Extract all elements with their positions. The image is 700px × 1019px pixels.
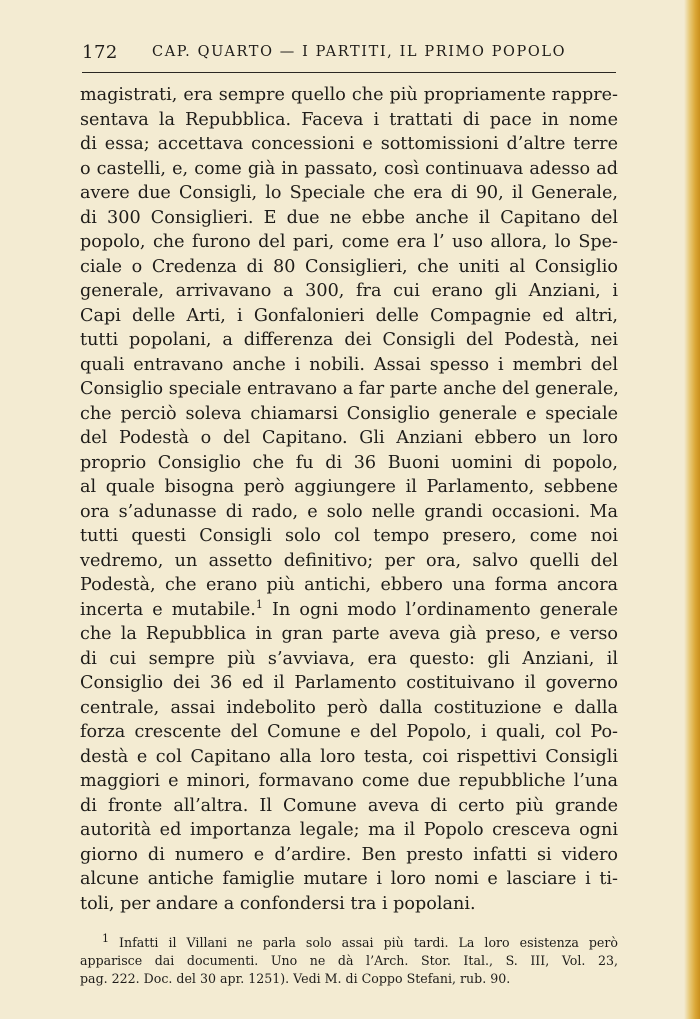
- text-line: del Podestà o del Capitano. Gli Anziani ebbero un loro: [80, 428, 618, 448]
- text-line: magistrati, era sempre quello che più propriamente rappre-: [80, 85, 618, 105]
- footnote: [80, 931, 618, 988]
- text-line: avere due Consigli, lo Speciale che era di 90, il Generale,: [80, 183, 618, 203]
- header-rule: [82, 72, 616, 73]
- text-line: di cui sempre più s’avviava, era questo: gli Anziani, il: [80, 648, 618, 669]
- text-line: ciale o Credenza di 80 Consiglieri, che uniti al Consiglio: [80, 256, 618, 277]
- text-line: generale, arrivavano a 300, fra cui erano gli Anziani, i: [80, 281, 618, 301]
- text-line: vedremo, un assetto definitivo; per ora, salvo quelli del: [80, 550, 618, 571]
- text-fragment: incerta e mutabile.: [80, 599, 256, 620]
- footnote-line: apparisce dai documenti. Uno ne dà l’Arch. Stor. Ital., S. III, Vol. 23,: [80, 953, 618, 968]
- footnote-line: [80, 931, 618, 952]
- text-line: centrale, assai indebolito però dalla costituzione e dalla: [80, 697, 618, 718]
- footnote-line: pag. 222. Doc. del 30 apr. 1251). Vedi M. di Coppo Stefani, rub. 90.: [80, 971, 511, 986]
- page-edge: [684, 0, 700, 1019]
- text-line: Capi delle Arti, i Gonfalonieri delle Compagnie ed altri,: [80, 305, 618, 326]
- text-line: che la Repubblica in gran parte aveva già preso, e verso: [80, 624, 618, 644]
- text-line: proprio Consiglio che fu di 36 Buoni uomini di popolo,: [80, 452, 618, 473]
- text-line: sentava la Repubblica. Faceva i trattati di pace in nome: [80, 109, 618, 130]
- text-line: tutti questi Consigli solo col tempo presero, come noi: [80, 526, 618, 546]
- text-line: quali entravano anche i nobili. Assai spesso i membri del: [80, 354, 618, 375]
- text-line: Consiglio dei 36 ed il Parlamento costituivano il governo: [80, 673, 618, 693]
- text-line-with-footnote: [80, 598, 618, 623]
- text-line: maggiori e minori, formavano come due repubbliche l’una: [80, 771, 618, 791]
- text-line: di fronte all’altra. Il Comune aveva di certo più grande: [80, 795, 618, 816]
- text-line: forza crescente del Comune e del Popolo, i quali, col Po-: [80, 722, 618, 742]
- text-line: di 300 Consiglieri. E due ne ebbe anche il Capitano del: [80, 207, 618, 228]
- text-line: Consiglio speciale entravano a far parte anche del generale,: [80, 379, 619, 399]
- text-line: giorno di numero e d’ardire. Ben presto infatti si videro: [80, 844, 618, 865]
- footnote-marker: 1: [102, 931, 109, 945]
- text-fragment: In ogni modo l’ordinamento generale: [272, 599, 619, 620]
- text-line: di essa; accettava concessioni e sottomissioni d’altre terre: [80, 134, 618, 154]
- page-header: [82, 42, 616, 68]
- text-line: tutti popolani, a differenza dei Consigli del Podestà, nei: [80, 330, 618, 350]
- text-line: Podestà, che erano più antichi, ebbero una forma ancora: [80, 575, 618, 595]
- text-line: che perciò soleva chiamarsi Consiglio generale e speciale: [80, 403, 618, 424]
- text-line: destà e col Capitano alla loro testa, coi rispettivi Consigli: [80, 746, 618, 767]
- footnote-text: Infatti il Villani ne parla solo assai più tardi. La loro esistenza però: [119, 935, 618, 950]
- page-number: 172: [82, 42, 118, 63]
- text-line: popolo, che furono del pari, come era l’ uso allora, lo Spe-: [80, 232, 618, 252]
- text-line: toli, per andare a confondersi tra i popolani.: [80, 893, 476, 914]
- text-line: autorità ed importanza legale; ma il Popolo cresceva ogni: [80, 820, 618, 840]
- text-line: alcune antiche famiglie mutare i loro nomi e lasciare i ti-: [80, 869, 618, 889]
- text-line: al quale bisogna però aggiungere il Parlamento, sebbene: [80, 477, 618, 497]
- running-head: CAP. QUARTO — I PARTITI, IL PRIMO POPOLO: [152, 44, 567, 60]
- text-line: o castelli, e, come già in passato, così continuava adesso ad: [80, 158, 618, 179]
- text-line: ora s’adunasse di rado, e solo nelle grandi occasioni. Ma: [80, 501, 618, 522]
- footnote-reference: 1: [255, 597, 263, 611]
- body-text: [80, 83, 618, 916]
